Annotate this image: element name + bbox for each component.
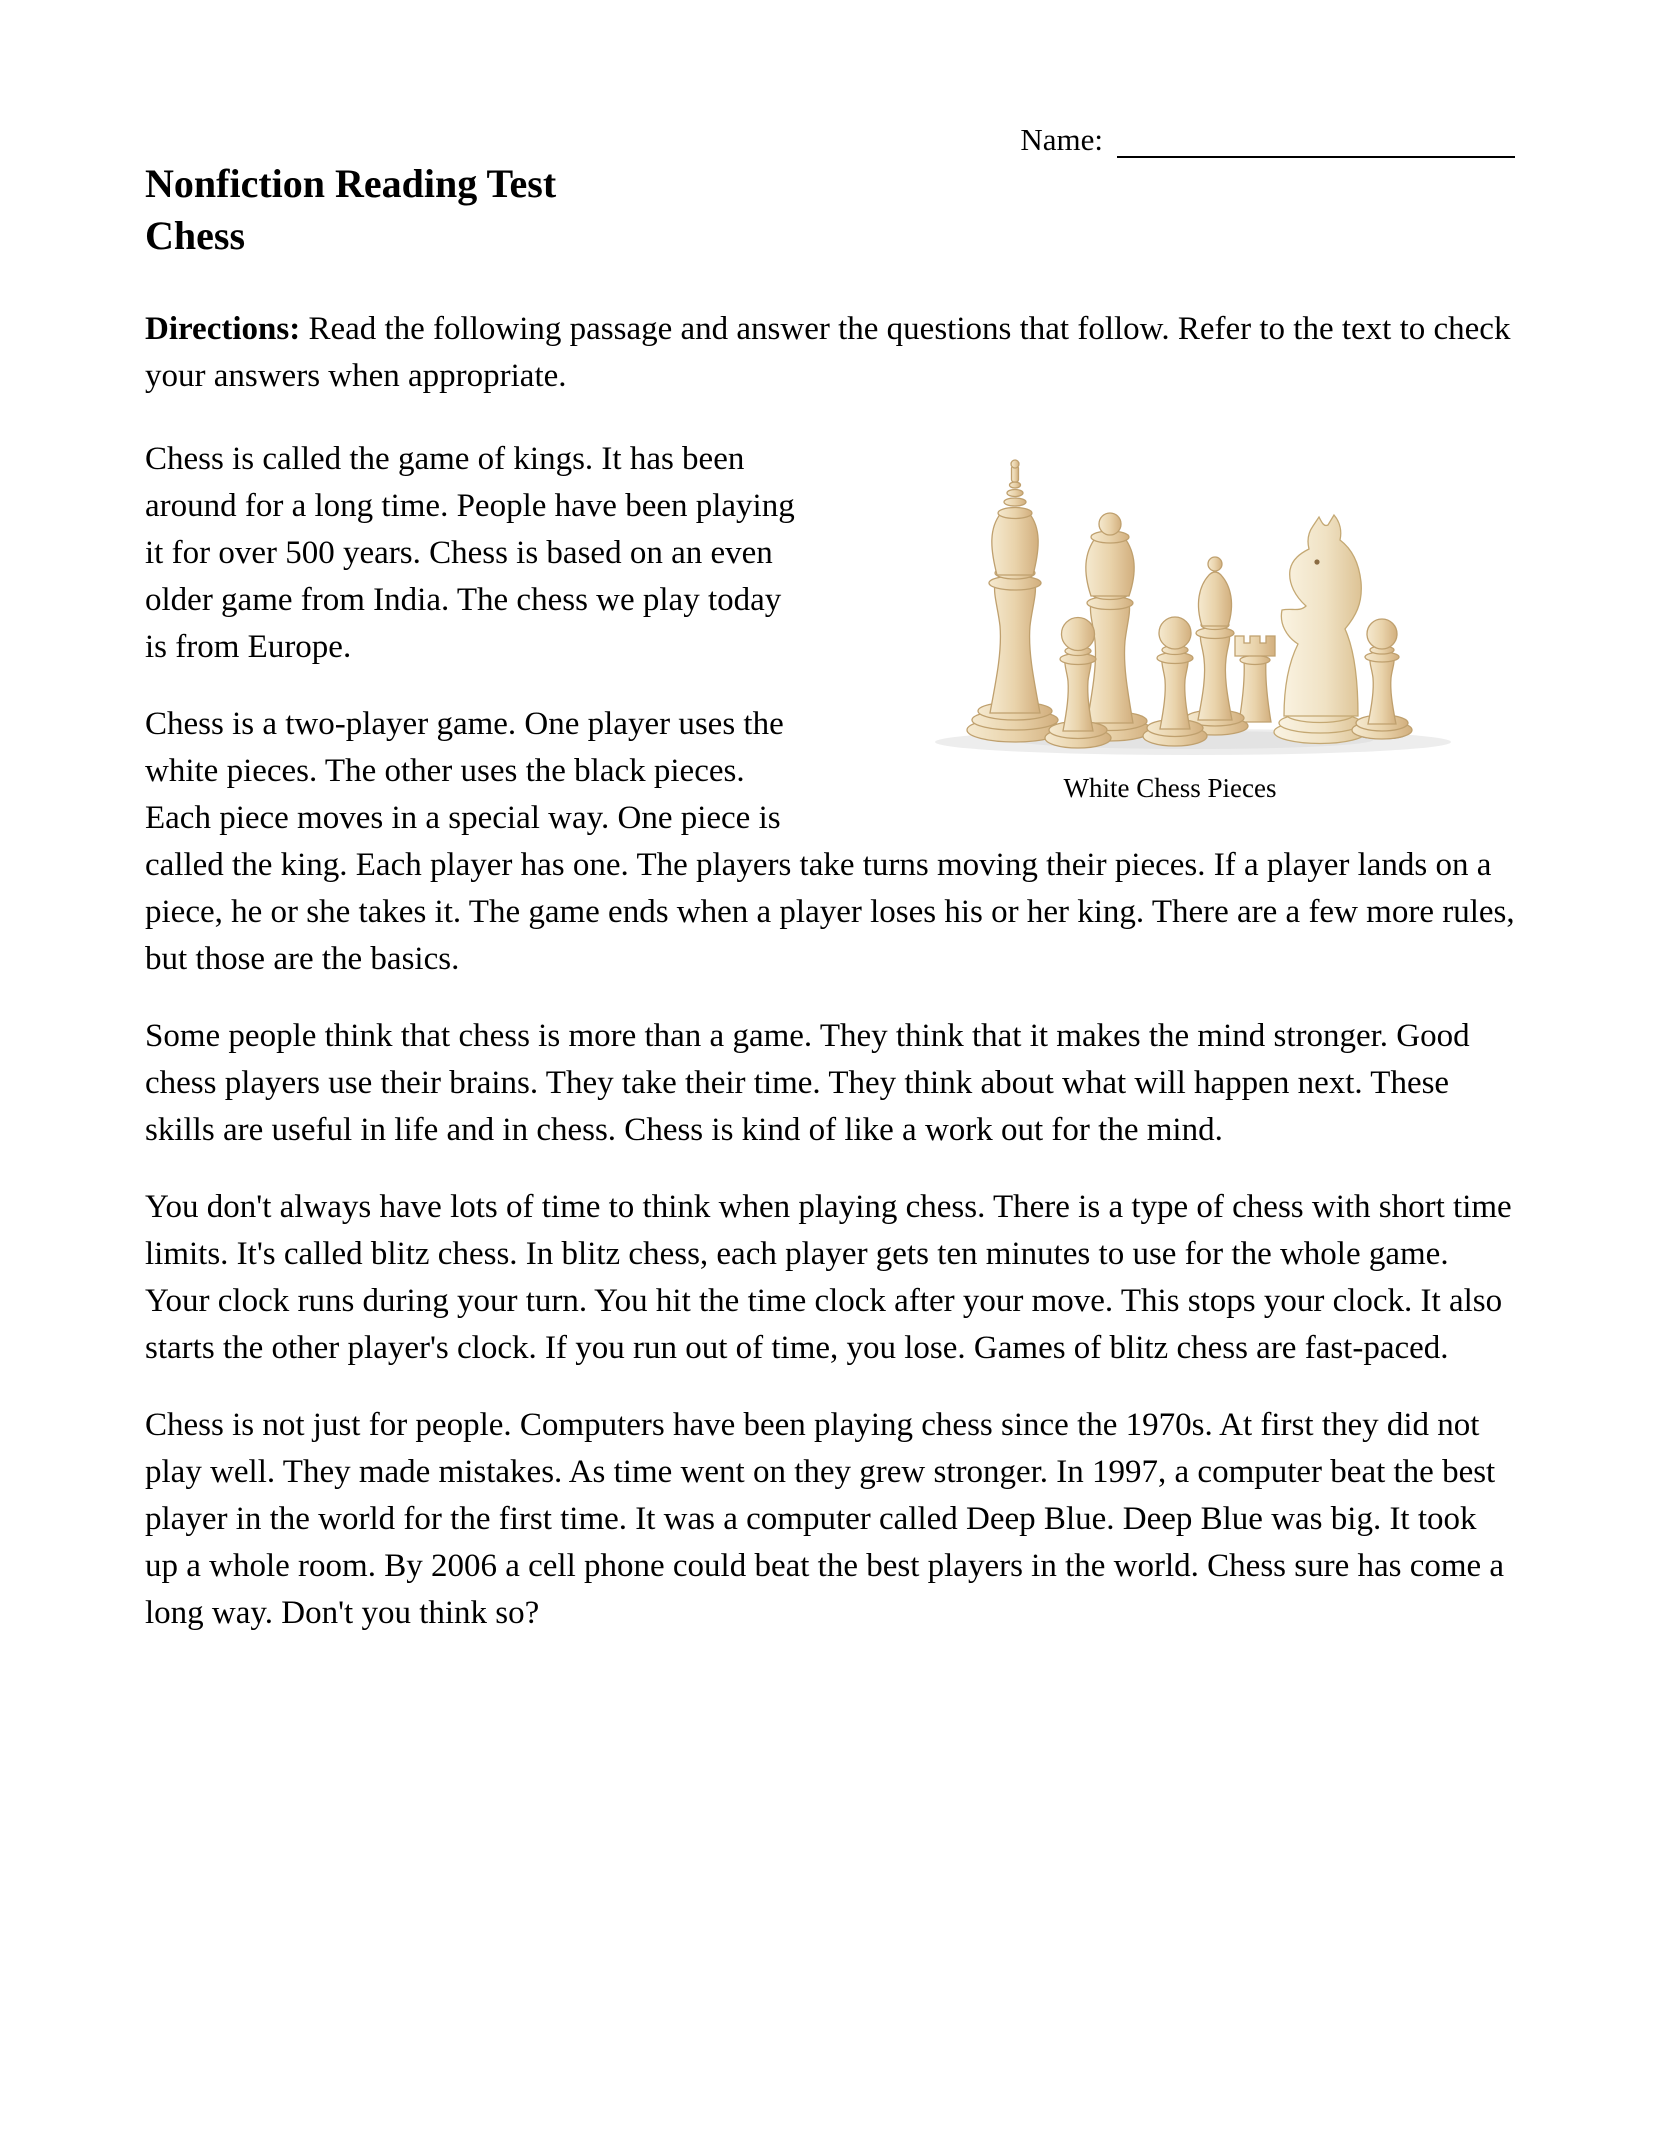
passage-paragraph: Chess is not just for people. Computers have been playing chess since the 1970s. At first they did not play well. They made mistakes. As time went on they grew stronger. In 1997, a computer beat the best player in the world for the first time. It was a computer called Deep Blue. Deep Blue was big. It took up a whole room. By 2006 a cell phone could beat the best players in the world. Chess sure has come a long way. Don't you think so? xyxy=(145,1407,1505,1631)
chess-photo-figure xyxy=(825,436,1515,805)
photo-caption: White Chess Pieces xyxy=(1063,773,1277,803)
passage-paragraph: Some people think that chess is more than a game. They think that it makes the mind stronger. Good chess players use their brains. They take their time. They think about what will happen next. These skills are useful in life and in chess. Chess is kind of like a work out for the mind. xyxy=(145,1018,1470,1148)
name-row xyxy=(145,118,1515,158)
page-subtitle: Chess xyxy=(145,213,246,258)
passage-paragraph: You don't always have lots of time to think when playing chess. There is a type of chess with short time limits. It's called blitz chess. In blitz chess, each player gets ten minutes to use for the whole game. Your clock runs during your turn. You hit the time clock after your move. This stops your clock. It also starts the other player's clock. If you run out of time, you lose. Games of blitz chess are fast-paced. xyxy=(145,1189,1512,1366)
name-label: Name: xyxy=(1020,122,1103,157)
name-blank-line[interactable] xyxy=(1117,124,1515,158)
passage-paragraph: Chess is called the game of kings. It has been around for a long time. People have been playing it for over 500 years. Chess is based on an even older game from India. The chess we play today is from Europe. xyxy=(145,441,795,665)
white-chess-pieces-photo xyxy=(825,436,1515,766)
passage xyxy=(145,436,1515,1637)
passage-paragraph: Chess is a two-player game. One player uses the white pieces. The other uses the black pieces. Each piece moves in a special way. One piece is called the king. Each player has one. The players take turns moving their pieces. If a player lands on a piece, he or she takes it. The game ends when a player loses his or her king. There are a few more rules, but those are the basics. xyxy=(145,706,1515,977)
title-block xyxy=(145,158,1515,262)
directions-label: Directions: xyxy=(145,311,301,347)
page-title: Nonfiction Reading Test xyxy=(145,161,557,206)
directions-text: Read the following passage and answer the questions that follow. Refer to the text to check your answers when appropriate. xyxy=(145,311,1511,394)
directions xyxy=(145,306,1515,400)
